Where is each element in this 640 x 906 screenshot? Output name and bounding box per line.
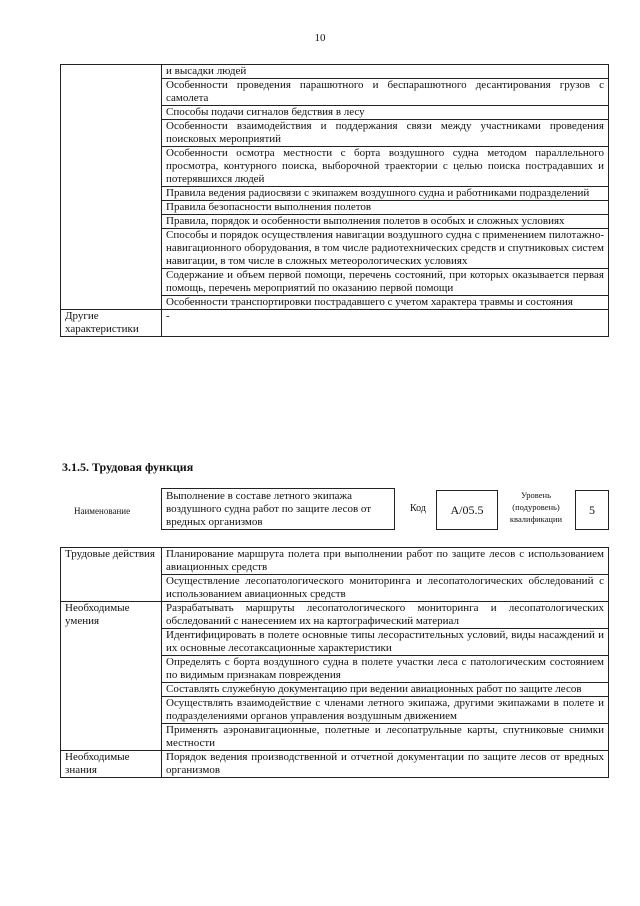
row-item: Особенности транспортировки пострадавшего с учетом характера травмы и состояния	[162, 296, 609, 310]
function-name: Выполнение в составе летного экипажа воздушного судна работ по защите лесов от вредных организмов	[161, 488, 395, 530]
section-title: 3.1.5. Трудовая функция	[62, 460, 194, 474]
row-item: и высадки людей	[162, 65, 609, 79]
row-item: Правила, порядок и особенности выполнения полетов в особых и сложных условиях	[162, 215, 609, 229]
continuation-table	[60, 64, 609, 337]
row-item: Правила ведения радиосвязи с экипажем воздушного судна и работниками подразделений	[162, 187, 609, 201]
table-row	[61, 65, 609, 79]
table-row	[61, 310, 609, 337]
row-item: Осуществление лесопатологического мониторинга и лесопатологических обследований с использованием авиационных средств	[162, 575, 609, 602]
row-item: Планирование маршрута полета при выполнении работ по защите лесов с использованием авиационных средств	[162, 548, 609, 575]
level-label: Уровень (подуровень) квалификации	[509, 490, 563, 524]
row-item: Осуществлять взаимодействие с членами летного экипажа, другими экипажами в полете и подразделениями органов управления воздушным движением	[162, 697, 609, 724]
table-row	[61, 751, 609, 778]
row-item: Идентифицировать в полете основные типы лесорастительных условий, виды насаждений и их основные лесотаксационные характеристики	[162, 629, 609, 656]
code-label: Код	[410, 503, 426, 514]
table-row	[61, 548, 609, 575]
qualification-level: 5	[575, 490, 609, 530]
row-item: Применять аэронавигационные, полетные и лесопатрульные карты, спутниковые снимки местности	[162, 724, 609, 751]
row-item: Правила безопасности выполнения полетов	[162, 201, 609, 215]
name-label: Наименование	[74, 506, 131, 516]
table-row	[61, 602, 609, 629]
row-item: Способы и порядок осуществления навигации воздушного судна с применением пилотажно-навигационного оборудования, в том числе радиотехнических средств и спутниковых систем навигации, в том числе в сложных метеорологических условиях	[162, 229, 609, 269]
row-item: Разрабатывать маршруты лесопатологического мониторинга и лесопатологических обследований с нанесением их на картографический материал	[162, 602, 609, 629]
row-item: Способы подачи сигналов бедствия в лесу	[162, 106, 609, 120]
row-label: Трудовые действия	[61, 548, 162, 602]
function-code: А/05.5	[436, 490, 498, 530]
page-number: 10	[314, 32, 326, 44]
row-item: -	[162, 310, 609, 337]
row-item: Особенности взаимодействия и поддержания связи между участниками проведения поисковых мероприятий	[162, 120, 609, 147]
row-item: Составлять служебную документацию при ведении авиационных работ по защите лесов	[162, 683, 609, 697]
row-item: Содержание и объем первой помощи, перечень состояний, при которых оказывается первая помощь, перечень мероприятий по оказанию первой помощи	[162, 269, 609, 296]
row-label	[61, 65, 162, 310]
row-label: Необходимые знания	[61, 751, 162, 778]
row-label: Другие характеристики	[61, 310, 162, 337]
row-label: Необходимые умения	[61, 602, 162, 751]
row-item: Порядок ведения производственной и отчетной документации по защите лесов от вредных организмов	[162, 751, 609, 778]
row-item: Определять с борта воздушного судна в полете участки леса с патологическим состоянием по видимым признакам повреждения	[162, 656, 609, 683]
row-item: Особенности проведения парашютного и беспарашютного десантирования грузов с самолета	[162, 79, 609, 106]
row-item: Особенности осмотра местности с борта воздушного судна методом параллельного просмотра, контурного поиска, выборочной траектории с целью поиска пострадавших и потерявшихся людей	[162, 147, 609, 187]
function-table	[60, 547, 609, 778]
